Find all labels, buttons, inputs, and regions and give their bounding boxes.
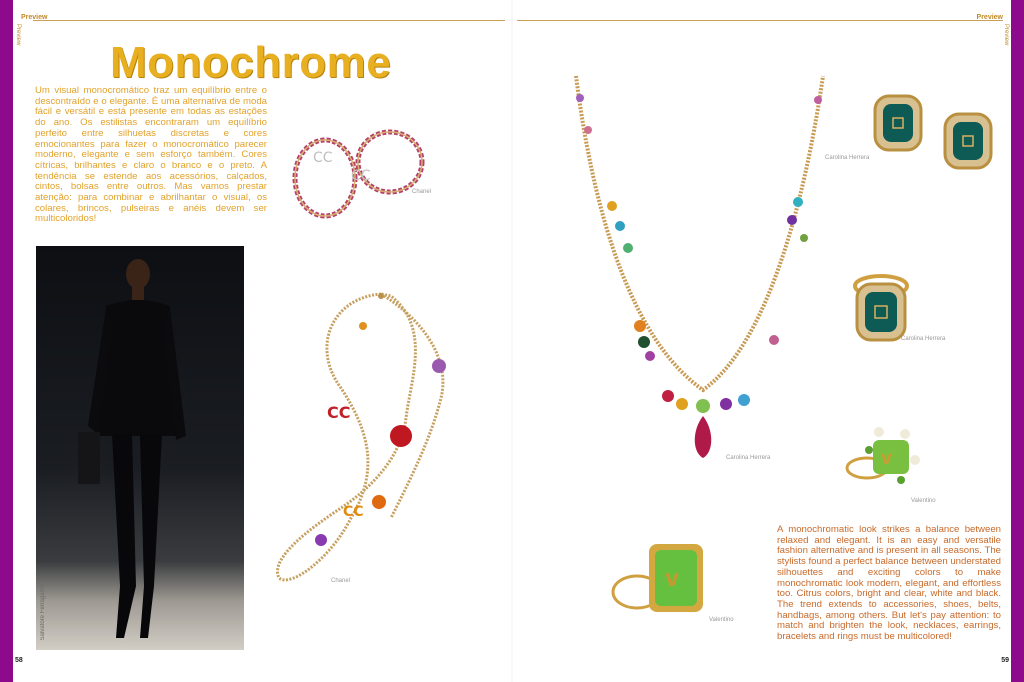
photo-credit: Salvatore Ferragamo: [40, 583, 46, 640]
body-text-portuguese: Um visual monocromático traz um equilíbrio entre o descontraído e o elegante. É uma alternativa de moda fácil e versátil e está presente em todas as estações do ano. Os estilistas encontraram um equilíbrio perfeito entre silhuetas discretas e cores emocionantes para fazer o monocromático parecer moderno, elegante e sem esforço também. Cores cítricas, brilhantes e claro o branco e o preto. A tendência se estende aos acessórios, calçados, cintos, bolsas entre outros. Mas vamos prestar atenção: para combinar e abrilhantar o visual, os colares, brincos, pulseiras e anéis devem ser multicoloridos!: [35, 85, 267, 225]
page-title: Monochrome: [110, 38, 392, 87]
section-tag-left: Preview: [21, 14, 48, 21]
svg-text:V: V: [881, 452, 892, 468]
caption-valentino-cluster: Valentino: [911, 498, 936, 504]
section-tag-vertical-right: Preview: [1003, 24, 1009, 46]
svg-text:V: V: [665, 570, 679, 591]
valentino-cluster-ring-image: [839, 420, 929, 495]
chanel-long-necklace-image: [271, 288, 471, 598]
valentino-green-ring-image: [609, 540, 709, 620]
runway-photo: [36, 246, 244, 650]
header-rule-left: [33, 20, 505, 21]
svg-text:CC: CC: [343, 504, 364, 520]
header-rule-right: [517, 20, 1003, 21]
caption-ch-necklace: Carolina Herrera: [726, 455, 771, 461]
svg-text:CC: CC: [351, 168, 371, 184]
carolina-herrera-emerald-earrings-image: [871, 94, 1001, 174]
caption-chanel-necklace: Chanel: [331, 578, 351, 584]
svg-text:CC: CC: [327, 403, 351, 422]
spine-fold: [511, 0, 513, 682]
model-silhouette: [36, 246, 244, 650]
chanel-hoop-earrings-image: [285, 120, 435, 230]
caption-valentino-ring: Valentino: [709, 617, 734, 623]
svg-text:CC: CC: [313, 150, 333, 166]
body-text-english: A monochromatic look strikes a balance between relaxed and elegant. It is an easy and versatile fashion alternative and is present in all seasons. The stylists found a perfect balance between understated silhouettes and exciting colors to make monochromatic look modern, elegant, and effortless too. Citrus colors, bright and clear, white and black. The trend extends to accessories, shoes, belts, handbags, among others. But let's pay attention: to match and brighten the look, necklaces, earrings, bracelets and rings must be multicolored!: [777, 524, 1001, 643]
caption-chanel-earrings: Chanel: [412, 189, 432, 195]
magazine-spread: [13, 0, 1011, 682]
section-tag-right: Preview: [976, 14, 1003, 21]
section-tag-vertical-left: Preview: [15, 24, 21, 46]
page-number-right: 59: [1001, 657, 1009, 664]
caption-ch-earrings: Carolina Herrera: [825, 155, 870, 161]
caption-ch-ring: Carolina Herrera: [901, 336, 946, 342]
carolina-herrera-gem-necklace-image: [568, 70, 828, 490]
page-number-left: 58: [15, 657, 23, 664]
